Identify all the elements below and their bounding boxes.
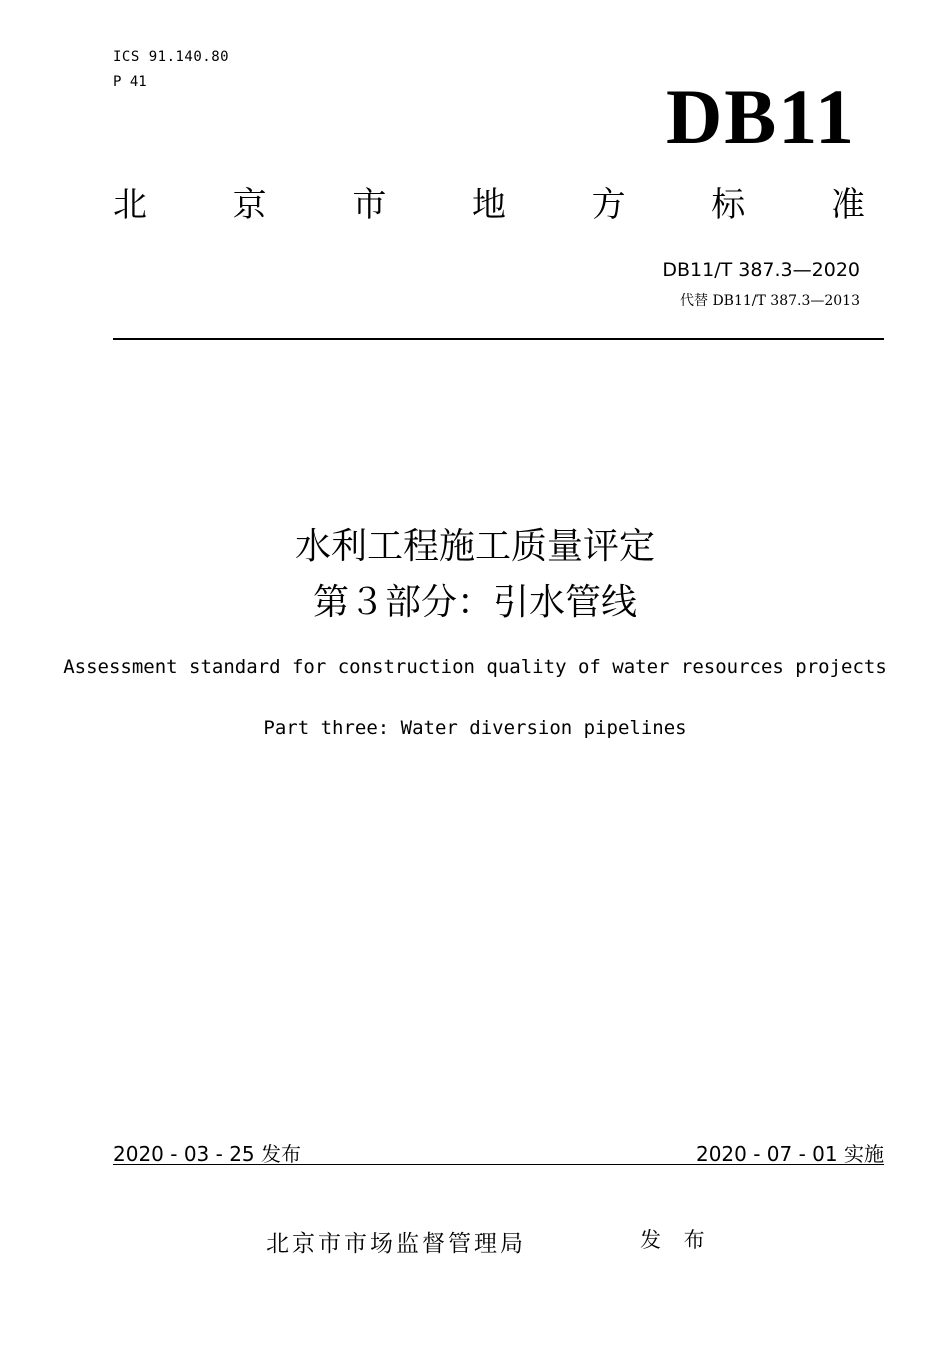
- standard-type-char: 北: [113, 185, 147, 225]
- title-chinese-line2: 第３部分：引水管线: [312, 582, 637, 623]
- top-divider: [113, 338, 884, 340]
- bottom-divider: [113, 1164, 884, 1165]
- standard-type-char: 京: [232, 185, 267, 225]
- standard-type-char: 地: [471, 185, 506, 225]
- title-chinese-line1: 水利工程施工质量评定: [294, 526, 655, 567]
- publisher-name: 北京市市场监督管理局: [266, 1231, 526, 1257]
- issue-date: 2020 - 03 - 25 发布: [113, 1142, 302, 1166]
- standard-type-char: 方: [591, 185, 626, 225]
- replaces-standard: 代替 DB11/T 387.3—2013: [680, 293, 860, 309]
- implementation-date: 2020 - 07 - 01 实施: [695, 1142, 884, 1166]
- publish-label: 发 布: [640, 1228, 713, 1252]
- title-english-line2: Part three: Water diversion pipelines: [263, 717, 687, 739]
- ics-code: ICS 91.140.80: [113, 49, 230, 65]
- classification-code: P 41: [113, 74, 147, 90]
- title-english-line1: Assessment standard for construction quality of water resources projects: [63, 656, 887, 678]
- standard-type-char: 市: [352, 185, 387, 225]
- db11-logo: DB11: [665, 73, 856, 160]
- standard-type-char: 准: [830, 185, 865, 225]
- standard-type-heading: [113, 185, 865, 225]
- standard-number: DB11/T 387.3—2020: [662, 259, 860, 281]
- standard-type-char: 标: [711, 185, 746, 225]
